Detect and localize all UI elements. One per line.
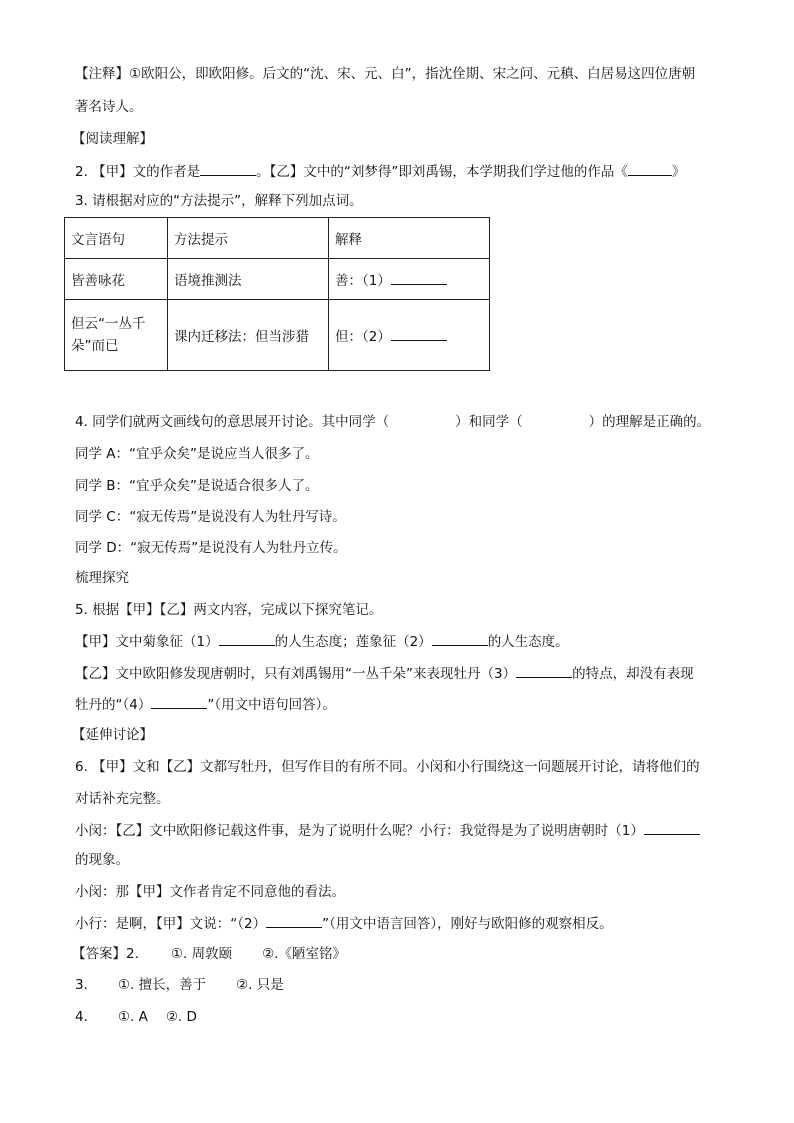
question-2-text-a: 2. 【甲】文的作者是 [75, 164, 201, 180]
question-6-line-1: 6. 【甲】文和【乙】文都写牡丹，但写作目的有所不同。小闵和小行围绕这一问题展开讨论，请将他们的 [75, 759, 700, 775]
question-5-line-2 [75, 663, 694, 684]
table-cell-explanation [329, 300, 490, 371]
question-5-blank-4[interactable] [151, 694, 207, 709]
section-reading: 【阅读理解】 [72, 131, 153, 147]
explanation-blank-2[interactable] [391, 326, 447, 341]
question-6-text: 小行：是啊，【甲】文说：“（2） [75, 916, 267, 932]
question-2-text-b: 。【乙】文中的“刘梦得”即刘禹锡，本学期我们学过他的作品《 [256, 164, 628, 180]
answer-3-item-2: ②. 只是 [236, 977, 284, 993]
question-6-text: ”（用文中语言回答），刚好与欧阳修的观察相反。 [322, 916, 613, 932]
question-5-blank-1[interactable] [219, 631, 275, 646]
table-cell-method: 课内迁移法：但当涉猎 [168, 300, 329, 371]
table-header-row [65, 218, 490, 259]
answer-4-item-1: ①. A [117, 1009, 148, 1025]
section-explore: 梳理探究 [75, 570, 129, 586]
question-3: 3. 请根据对应的“方法提示”，解释下列加点词。 [75, 193, 363, 209]
explanation-label: 但：（2） [335, 329, 391, 345]
answer-2-item-2: ②.《陋室铭》 [262, 946, 346, 962]
question-6-line-2: 对话补充完整。 [75, 791, 170, 807]
answer-4 [75, 1007, 197, 1027]
note-line-continued: 著名诗人。 [75, 99, 143, 115]
question-6-line-5: 小闵：那【甲】文作者肯定不同意他的看法。 [75, 884, 345, 900]
question-6-text: 小闵：【乙】文中欧阳修记载这件事，是为了说明什么呢？小行：我觉得是为了说明唐朝时（1） [75, 823, 644, 839]
question-6-line-3 [75, 820, 700, 841]
question-4-text-c: ）的理解是正确的。 [588, 414, 711, 430]
question-5-text: ”（用文中语句回答）。 [207, 697, 336, 713]
answer-3-head: 3. [75, 977, 88, 993]
option-d: 同学 D：“寂无传焉”是说没有人为牡丹立传。 [75, 540, 347, 556]
question-2-blank-work[interactable] [628, 161, 672, 176]
question-5-line-3 [75, 694, 336, 715]
table-cell-method: 语境推测法 [168, 259, 329, 300]
note-line: 【注释】①欧阳公，即欧阳修。后文的“沈、宋、元、白”，指沈佺期、宋之问、元稹、白居易这四位唐朝 [75, 66, 696, 82]
table-cell-explanation [329, 259, 490, 300]
question-5-text: 【乙】文中欧阳修发现唐朝时，只有刘禹锡用“一丛千朵”来表现牡丹（3） [75, 666, 517, 682]
table-cell-phrase: 但云“一丛千朵”而已 [65, 300, 168, 371]
question-5-text: 的人生态度。 [487, 634, 569, 650]
table-header-cell: 解释 [329, 218, 490, 259]
question-5-text: 牡丹的“（4） [75, 697, 152, 713]
table-row [65, 259, 490, 300]
question-5: 5. 根据【甲】【乙】两文内容，完成以下探究笔记。 [75, 602, 383, 618]
question-2-text-c: 》 [671, 164, 686, 180]
question-5-text: 的人生态度；莲象征（2） [274, 634, 432, 650]
question-6-line-4: 的现象。 [75, 852, 129, 868]
question-4 [75, 412, 710, 432]
explanation-label: 善：（1） [335, 273, 391, 289]
question-5-blank-2[interactable] [432, 631, 488, 646]
answer-4-head: 4. [75, 1009, 88, 1025]
question-2-blank-author[interactable] [200, 161, 256, 176]
table-row [65, 300, 490, 371]
question-4-text-a: 4. 同学们就两文画线句的意思展开讨论。其中同学（ [75, 414, 390, 430]
question-2 [75, 161, 685, 182]
question-4-text-b: ）和同学（ [455, 414, 523, 430]
explanation-blank-1[interactable] [391, 270, 447, 285]
explanation-table [64, 217, 490, 371]
answer-2-head: 【答案】2. [72, 946, 139, 962]
question-5-text: 的特点，却没有表现 [572, 666, 694, 682]
option-c: 同学 C：“寂无传焉”是说没有人为牡丹写诗。 [75, 509, 346, 525]
question-6-line-6 [75, 913, 613, 934]
question-5-text: 【甲】文中菊象征（1） [75, 634, 219, 650]
question-5-line-1 [75, 631, 569, 652]
answer-3-item-1: ①. 擅长，善于 [117, 977, 207, 993]
table-header-cell: 方法提示 [168, 218, 329, 259]
option-a: 同学 A：“宜乎众矣”是说应当人很多了。 [75, 446, 319, 462]
option-b: 同学 B：“宜乎众矣”是说适合很多人了。 [75, 478, 319, 494]
answer-2 [72, 944, 346, 964]
answer-3 [75, 975, 284, 995]
answer-4-item-2: ②. D [165, 1009, 197, 1025]
section-extend: 【延伸讨论】 [72, 727, 153, 743]
question-5-blank-3[interactable] [516, 663, 572, 678]
question-6-blank-1[interactable] [644, 820, 700, 835]
question-6-blank-2[interactable] [266, 913, 322, 928]
table-header-cell: 文言语句 [65, 218, 168, 259]
table-cell-phrase: 皆善咏花 [65, 259, 168, 300]
answer-2-item-1: ①. 周敦颐 [170, 946, 233, 962]
